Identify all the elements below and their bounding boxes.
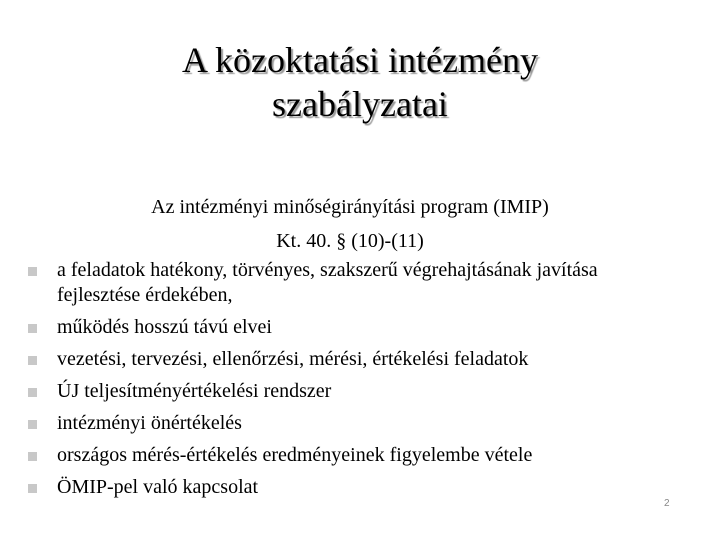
bullet-item	[26, 443, 666, 468]
bullet-text: országos mérés-értékelés eredményeinek figyelembe vétele	[57, 444, 533, 466]
subtitle-line-2: Kt. 40. § (10)-(11)	[276, 230, 424, 252]
bullet-text: vezetési, tervezési, ellenőrzési, mérési, értékelési feladatok	[57, 348, 529, 370]
page-number: 2	[664, 498, 670, 509]
slide-title	[0, 38, 720, 126]
slide-title-line-1: A közoktatási intézmény	[182, 40, 538, 80]
bullet-text: ÚJ teljesítményértékelési rendszer	[57, 380, 332, 402]
bullet-text: a feladatok hatékony, törvényes, szakszerű végrehajtásának javítása fejlesztése érdekében,	[57, 259, 598, 306]
square-bullet-icon	[28, 267, 37, 276]
bullet-item	[26, 475, 666, 500]
square-bullet-icon	[28, 356, 37, 365]
square-bullet-icon	[28, 452, 37, 461]
bullet-text: intézményi önértékelés	[57, 412, 242, 434]
square-bullet-icon	[28, 420, 37, 429]
bullet-item	[26, 258, 666, 308]
bullet-item	[26, 411, 666, 436]
bullet-item	[26, 347, 666, 372]
subtitle-line-1: Az intézményi minőségirányítási program (IMIP)	[151, 196, 549, 218]
square-bullet-icon	[28, 388, 37, 397]
bullet-text: működés hosszú távú elvei	[57, 316, 272, 338]
bullet-list	[26, 258, 666, 507]
slide-subtitle	[0, 190, 700, 258]
bullet-item	[26, 315, 666, 340]
slide-title-line-2: szabályzatai	[272, 84, 448, 124]
square-bullet-icon	[28, 324, 37, 333]
bullet-item	[26, 379, 666, 404]
bullet-text: ÖMIP-pel való kapcsolat	[57, 476, 259, 498]
square-bullet-icon	[28, 484, 37, 493]
